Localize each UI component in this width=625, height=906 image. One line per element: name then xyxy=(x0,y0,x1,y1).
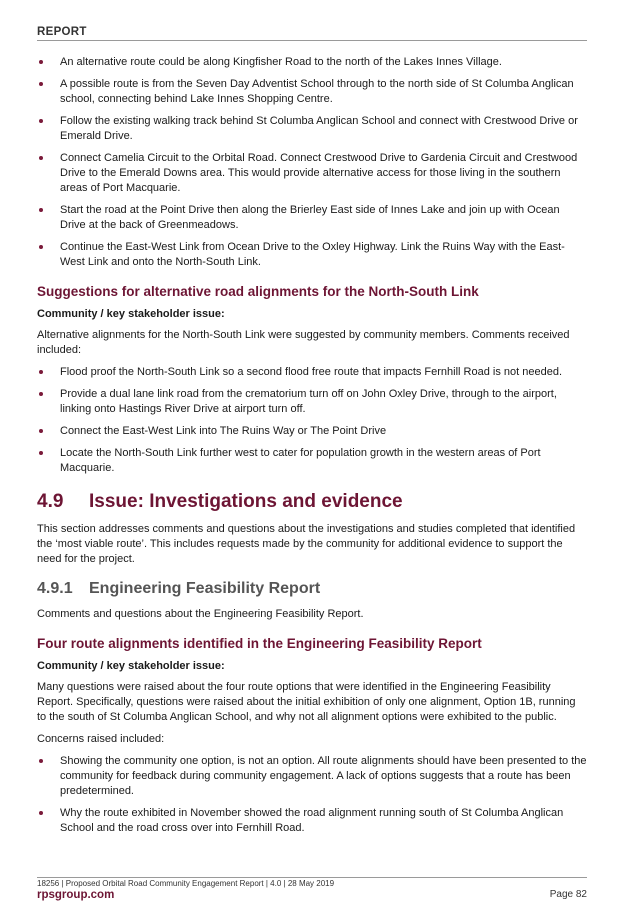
four-routes-heading: Four route alignments identified in the Engineering Feasibility Report xyxy=(37,636,482,651)
north-south-heading: Suggestions for alternative road alignments for the North-South Link xyxy=(37,284,479,299)
list-item: Start the road at the Point Drive then along the Brierley East side of Innes Lake and join up with Ocean Drive at the back of Greenmeadows. xyxy=(37,203,587,233)
list-item: Follow the existing walking track behind St Columba Anglican School and connect with Crestwood Drive or Emerald Drive. xyxy=(37,114,587,144)
list-item: Locate the North-South Link further west to cater for population growth in the western areas of Port Macquarie. xyxy=(37,446,587,476)
list-item: Provide a dual lane link road from the crematorium turn off on John Oxley Drive, through to the airport, linking onto Hastings River Drive at airport turn off. xyxy=(37,387,587,417)
section-number: 4.9 xyxy=(37,491,64,512)
subsection-title: Engineering Feasibility Report xyxy=(89,580,321,597)
list-item: Connect the East-West Link into The Ruins Way or The Point Drive xyxy=(37,424,587,439)
footer-meta: 18256 | Proposed Orbital Road Community Engagement Report | 4.0 | 28 May 2019 xyxy=(37,879,335,888)
list-item: An alternative route could be along Kingfisher Road to the north of the Lakes Innes Village. xyxy=(37,55,587,70)
footer-divider xyxy=(37,877,587,878)
section-heading-4-9 xyxy=(37,490,587,514)
section-4-9-body: This section addresses comments and questions about the investigations and studies completed that identified the ‘most viable route’. This includes requests made by the community for additional evidence to support the need for the project. xyxy=(37,523,576,565)
list-item: Flood proof the North-South Link so a second flood free route that impacts Fernhill Road is not needed. xyxy=(37,365,587,380)
section-title: Issue: Investigations and evidence xyxy=(89,491,403,512)
concerns-intro: Concerns raised included: xyxy=(37,733,165,745)
list-item: A possible route is from the Seven Day Adventist School through to the north side of St Columba Anglican school, connecting behind Lake Innes Shopping Centre. xyxy=(37,77,587,107)
list-item: Why the route exhibited in November showed the road alignment running south of St Columba Anglican School and the road cross over into Fernhill Road. xyxy=(37,806,587,836)
north-south-list xyxy=(37,365,587,476)
list-item: Continue the East-West Link from Ocean Drive to the Oxley Highway. Link the Ruins Way with the East-West Link and onto the North-South Link. xyxy=(37,240,587,270)
list-item: Connect Camelia Circuit to the Orbital Road. Connect Crestwood Drive to Gardenia Circuit and Crestwood Drive to the Emerald Downs area. This would provide alternative access for those living in the southern areas of Port Macquarie. xyxy=(37,151,587,196)
list-item: Showing the community one option, is not an option. All route alignments should have been presented to the community for feedback during community engagement. A lack of options suggests that a route has been predetermined. xyxy=(37,754,587,799)
concerns-list xyxy=(37,754,587,836)
footer-site-link[interactable]: rpsgroup.com xyxy=(37,889,115,901)
stakeholder-issue-label: Community / key stakeholder issue: xyxy=(37,660,225,672)
alternative-routes-list xyxy=(37,55,587,270)
north-south-intro: Alternative alignments for the North-South Link were suggested by community members. Comments received included: xyxy=(37,329,570,356)
section-heading-4-9-1 xyxy=(37,579,587,599)
four-routes-body: Many questions were raised about the four route options that were identified in the Engineering Feasibility Report. Specifically, questions were raised about the initial exhibition of only one alignment, Option 1B, running to the south of St Columba Anglican School, and why not all alignment options were exhibited to the public. xyxy=(37,681,576,723)
subsection-number: 4.9.1 xyxy=(37,580,73,597)
report-header: REPORT xyxy=(37,26,587,41)
section-4-9-1-body: Comments and questions about the Engineering Feasibility Report. xyxy=(37,608,364,620)
stakeholder-issue-label: Community / key stakeholder issue: xyxy=(37,308,225,320)
page-number: Page 82 xyxy=(549,889,587,900)
main-content xyxy=(37,55,587,843)
